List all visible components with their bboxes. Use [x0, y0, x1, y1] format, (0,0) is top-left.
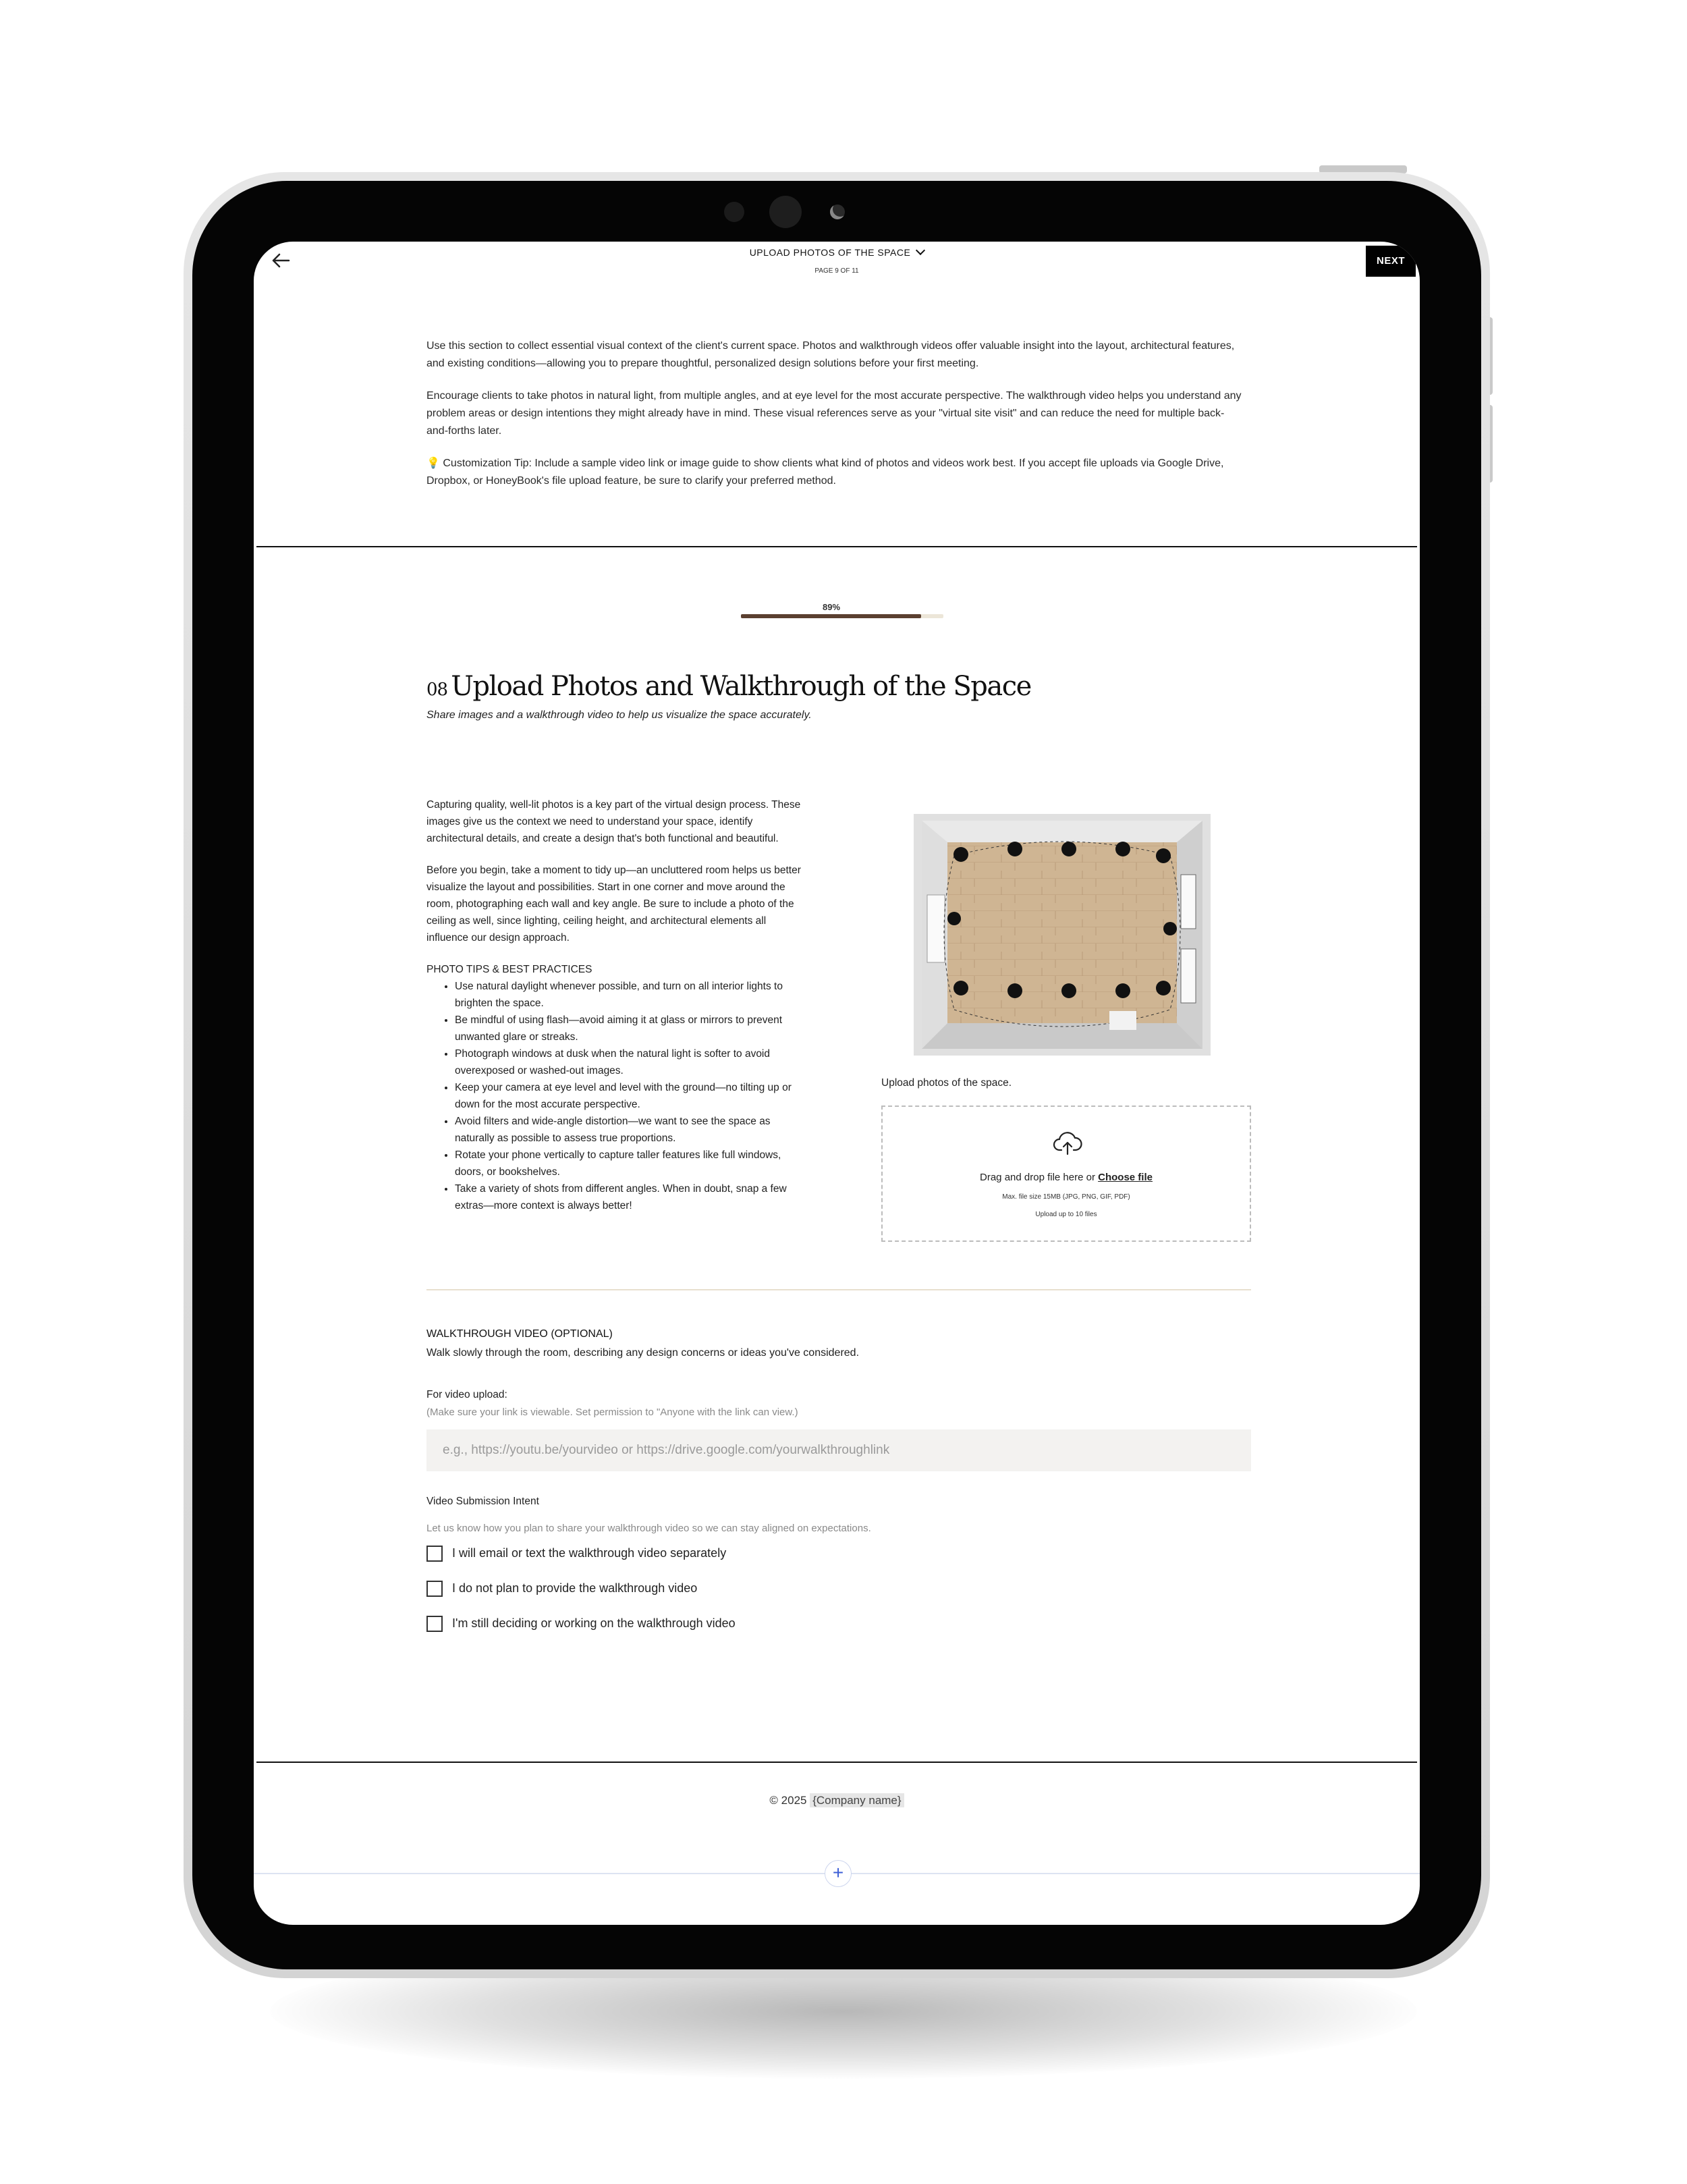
cloud-upload-icon: [1053, 1130, 1082, 1157]
sensor-icon: [724, 202, 744, 222]
guidance-paragraph: Before you begin, take a moment to tidy up—an uncluttered room helps us better visualize the layout and possibilities. Start in one corner and move around the room, photographing each wall and key angle. Be sure to include a photo of the ceiling as well, since lighting, ceiling height, and architectural elements all influence our design approach.: [426, 865, 801, 944]
video-intent-hint: Let us know how you plan to share your walkthrough video so we can stay aligned on expectations.: [426, 1523, 871, 1534]
list-item: • Be mindful of using flash—avoid aiming it at glass or mirrors to prevent unwanted glare or streaks.: [455, 1012, 801, 1045]
option-label: I do not plan to provide the walkthrough video: [452, 1581, 698, 1595]
floor-plan-image: [914, 814, 1211, 1056]
intro-paragraph: Encourage clients to take photos in natural light, from multiple angles, and at eye level for the most accurate perspective. The walkthrough video helps you understand any problem areas or design intentions they might already have in mind. These visual references serve as your "virtual site visit" and can reduce the need for multiple back-and-forths later.: [426, 390, 1242, 437]
camera-icon: [769, 196, 802, 228]
intro-text: [426, 337, 1244, 505]
walkthrough-description: Walk slowly through the room, describing any design concerns or ideas you've considered.: [426, 1347, 860, 1359]
list-item: • Rotate your phone vertically to capture taller features like full windows, doors, or bookshelves.: [455, 1147, 801, 1180]
upload-label: Upload photos of the space.: [881, 1077, 1012, 1089]
intro-paragraph: Use this section to collect essential visual context of the client's current space. Photos and walkthrough videos offer valuable insight into the layout, architectural features, and existing conditions—allowing you to prepare thoughtful, personalized design solutions before your first meeting.: [426, 340, 1235, 369]
checkbox[interactable]: [426, 1546, 443, 1562]
list-item: • Avoid filters and wide-angle distortion—we want to see the space as naturally as possible to assess true proportions.: [455, 1113, 801, 1147]
section-divider: [256, 546, 1417, 547]
file-size-note: Max. file size 15MB (JPG, PNG, GIF, PDF): [1002, 1193, 1130, 1201]
list-item: • Take a variety of shots from different angles. When in doubt, snap a few extras—more context is always better!: [455, 1180, 801, 1214]
section-title: Upload Photos and Walkthrough of the Space: [451, 671, 1031, 702]
video-upload-hint: (Make sure your link is viewable. Set permission to "Anyone with the link can view.): [426, 1407, 798, 1418]
option-label: I'm still deciding or working on the walkthrough video: [452, 1616, 736, 1630]
guidance-paragraph: Capturing quality, well-lit photos is a key part of the virtual design process. These images give us the context we need to understand your space, identify architectural details, and create a design that's both functional and beautiful.: [426, 799, 801, 844]
page-selector[interactable]: [254, 247, 1420, 258]
light-sensor-icon: [830, 204, 845, 219]
plus-icon: +: [832, 1862, 844, 1883]
content-divider: [426, 1289, 1251, 1290]
checkbox[interactable]: [426, 1581, 443, 1597]
page-indicator: PAGE 9 OF 11: [814, 267, 859, 275]
tips-list: [426, 978, 801, 1214]
company-name: {Company name}: [810, 1793, 904, 1807]
walkthrough-heading: WALKTHROUGH VIDEO (OPTIONAL): [426, 1328, 613, 1340]
customization-tip: 💡 Customization Tip: Include a sample video link or image guide to show clients what kind of photos and videos work best. If you accept file uploads via Google Drive, Dropbox, or HoneyBook's file upload feature, be sure to clarify your preferred method.: [426, 458, 1224, 487]
video-url-input[interactable]: [426, 1429, 1251, 1471]
progress-fill: [741, 614, 921, 618]
file-limit-note: Upload up to 10 files: [1035, 1211, 1097, 1218]
next-button[interactable]: NEXT: [1366, 246, 1416, 277]
screen: [254, 242, 1420, 1925]
tips-heading: PHOTO TIPS & BEST PRACTICES: [426, 964, 592, 975]
photo-guidance: [426, 796, 801, 1214]
add-section-button[interactable]: [825, 1860, 852, 1887]
video-intent-label: Video Submission Intent: [426, 1496, 539, 1507]
progress-label: 89%: [822, 602, 841, 612]
option-label: I will email or text the walkthrough video separately: [452, 1546, 727, 1560]
list-item: • Keep your camera at eye level and level with the ground—no tilting up or down for the most accurate perspective.: [455, 1079, 801, 1113]
list-item: • Use natural daylight whenever possible, and turn on all interior lights to brighten the space.: [455, 978, 801, 1012]
section-heading: [426, 671, 1031, 702]
dropzone-text: [883, 1172, 1250, 1183]
file-dropzone[interactable]: [881, 1105, 1251, 1242]
footer-divider: [256, 1762, 1417, 1763]
section-subtitle: Share images and a walkthrough video to help us visualize the space accurately.: [426, 709, 812, 721]
copyright-text: © 2025: [769, 1794, 810, 1807]
progress-bar: [741, 614, 943, 618]
section-number: 08: [426, 680, 448, 700]
choose-file-link[interactable]: Choose file: [1098, 1172, 1153, 1183]
checkbox[interactable]: [426, 1616, 443, 1632]
page-title: UPLOAD PHOTOS OF THE SPACE: [749, 247, 911, 258]
top-bar: [254, 242, 1420, 296]
list-item: • Photograph windows at dusk when the natural light is softer to avoid overexposed or washed-out images.: [455, 1045, 801, 1079]
dropzone-instruction: Drag and drop file here or: [980, 1172, 1099, 1183]
footer-copyright: [254, 1794, 1420, 1807]
video-upload-label: For video upload:: [426, 1389, 507, 1400]
chevron-down-icon: [916, 246, 925, 255]
